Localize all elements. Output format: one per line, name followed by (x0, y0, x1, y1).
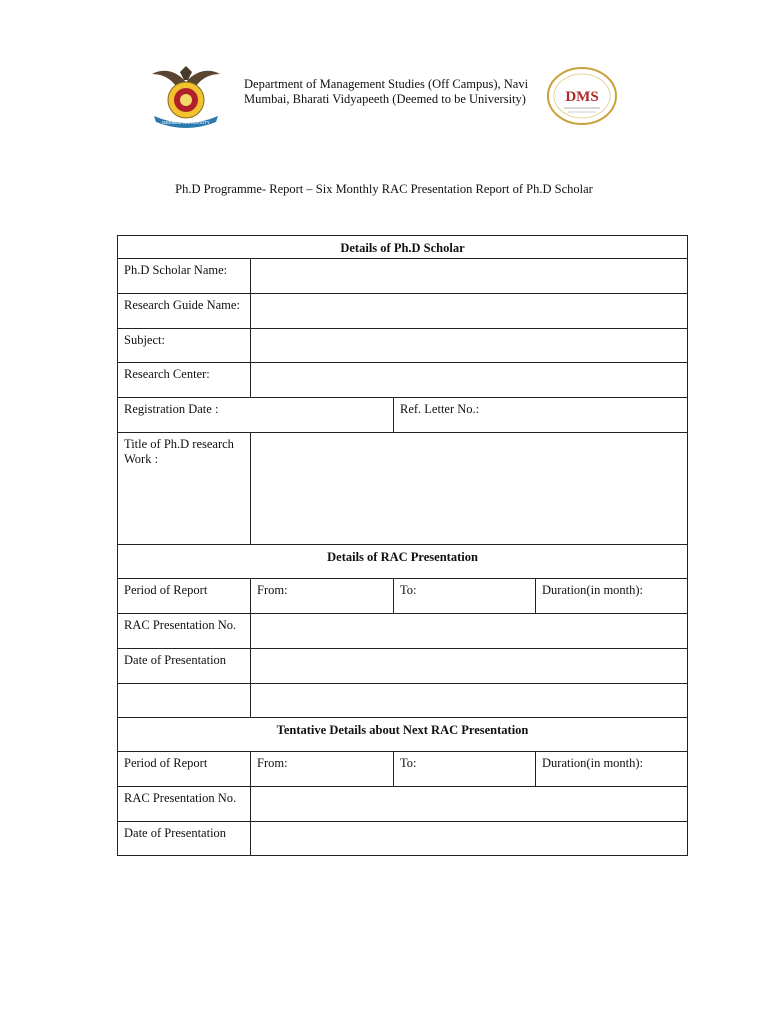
blank-field[interactable] (251, 684, 688, 718)
section-heading-scholar: Details of Ph.D Scholar (118, 236, 688, 259)
rac-number-label: RAC Presentation No. (118, 614, 251, 649)
scholar-name-field[interactable] (251, 259, 688, 294)
rac-to-label: To: (400, 583, 417, 597)
registration-date-label: Registration Date : (124, 402, 219, 416)
research-center-label: Research Center: (118, 363, 251, 398)
rac-duration-label: Duration(in month): (542, 583, 644, 597)
next-number-field[interactable] (251, 787, 688, 822)
emblem-banner-text: DEEMED UNIVERSITY (162, 120, 210, 125)
next-from-field[interactable] (251, 752, 394, 787)
document-title: Ph.D Programme- Report – Six Monthly RAC Presentation Report of Ph.D Scholar (175, 182, 593, 196)
next-to-label: To: (400, 756, 417, 770)
rac-period-label: Period of Report (118, 579, 251, 614)
bharati-vidyapeeth-emblem-icon (150, 64, 222, 130)
rac-duration-field[interactable] (536, 579, 688, 614)
ref-letter-label: Ref. Letter No.: (400, 402, 480, 416)
next-duration-field[interactable] (536, 752, 688, 787)
dms-logo-icon (546, 66, 618, 126)
next-to-field[interactable] (394, 752, 536, 787)
dms-logo-text: DMS (565, 89, 599, 105)
research-guide-label: Research Guide Name: (118, 294, 251, 329)
next-date-field[interactable] (251, 822, 688, 856)
header-line-1: Department of Management Studies (Off Campus), Navi (244, 77, 529, 91)
next-period-label: Period of Report (118, 752, 251, 787)
rac-from-field[interactable] (251, 579, 394, 614)
blank-label-cell (118, 684, 251, 718)
rac-report-form (117, 235, 688, 856)
research-title-field[interactable] (251, 433, 688, 545)
header-line-2: Mumbai, Bharati Vidyapeeth (Deemed to be University) (244, 92, 526, 106)
next-duration-label: Duration(in month): (542, 756, 644, 770)
ref-letter-field[interactable] (394, 398, 688, 433)
research-title-label: Title of Ph.D research Work : (118, 433, 251, 545)
section-heading-next-rac: Tentative Details about Next RAC Presentation (118, 718, 688, 752)
rac-date-label: Date of Presentation (118, 649, 251, 684)
next-from-label: From: (257, 756, 288, 770)
subject-label: Subject: (118, 329, 251, 363)
rac-from-label: From: (257, 583, 288, 597)
section-heading-rac: Details of RAC Presentation (118, 545, 688, 579)
rac-to-field[interactable] (394, 579, 536, 614)
next-number-label: RAC Presentation No. (118, 787, 251, 822)
rac-number-field[interactable] (251, 614, 688, 649)
registration-date-field[interactable] (118, 398, 394, 433)
research-guide-field[interactable] (251, 294, 688, 329)
rac-date-field[interactable] (251, 649, 688, 684)
next-date-label: Date of Presentation (118, 822, 251, 856)
institution-header (244, 77, 534, 107)
subject-field[interactable] (251, 329, 688, 363)
scholar-name-label: Ph.D Scholar Name: (118, 259, 251, 294)
research-center-field[interactable] (251, 363, 688, 398)
